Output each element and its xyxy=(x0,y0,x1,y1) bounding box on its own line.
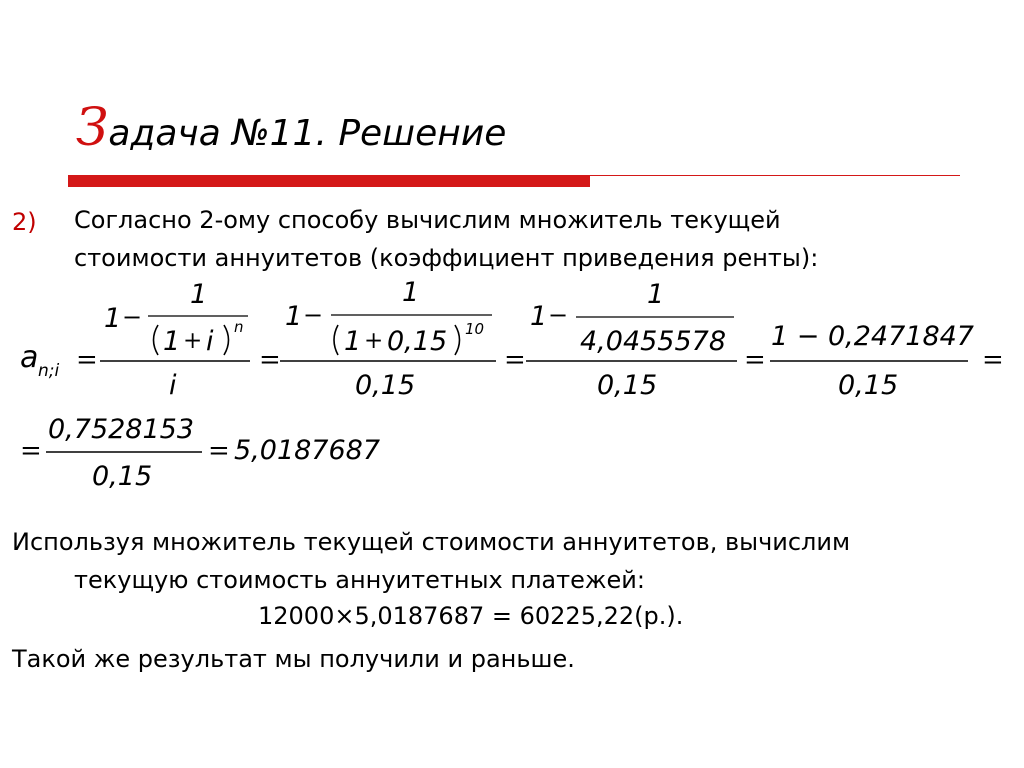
title-underline-thick xyxy=(68,175,590,187)
calculation-line: 12000×5,0187687 = 60225,22(р.). xyxy=(258,602,684,630)
annuity-factor-formula xyxy=(0,270,1024,500)
frac2-den-rate: 0,15 xyxy=(355,370,416,401)
frac3-inner-den-factor: 4,0455578 xyxy=(580,326,727,357)
paragraph-usage-line-2: текущую стоимость аннуитетных платежей: xyxy=(74,566,645,594)
lhs-symbol: a xyxy=(20,340,39,375)
paragraph-usage xyxy=(12,523,850,599)
equals-sign-6: = xyxy=(20,436,42,466)
frac4-den-rate: 0,15 xyxy=(838,370,899,401)
paragraph-intro xyxy=(74,201,818,277)
frac2-right-paren xyxy=(455,325,460,355)
frac1-den-i: i xyxy=(169,370,177,401)
frac1-left-paren xyxy=(154,325,159,355)
lhs-subscript: n;i xyxy=(38,361,60,381)
frac2-left-paren xyxy=(334,325,338,355)
paragraph-usage-line-1: Используя множитель текущей стоимости аннуитетов, вычислим xyxy=(12,528,851,556)
equals-sign-4: = xyxy=(744,345,766,375)
frac2-num-one: 1 xyxy=(285,301,303,332)
frac1-exponent-n: n xyxy=(234,318,244,336)
equals-sign-5: = xyxy=(982,345,1004,375)
frac3-den-rate: 0,15 xyxy=(597,370,658,401)
formula-result: 5,0187687 xyxy=(234,435,381,466)
frac2-inner-den-plus: + xyxy=(364,328,384,354)
equals-sign-2: = xyxy=(259,345,281,375)
frac1-inner-den-one: 1 xyxy=(163,326,181,357)
frac3-num-one: 1 xyxy=(530,301,548,332)
equals-sign-3: = xyxy=(504,345,526,375)
frac1-num-one: 1 xyxy=(104,303,122,334)
frac3-num-minus: − xyxy=(548,301,569,329)
frac2-inner-den-rate: 0,15 xyxy=(387,326,448,357)
frac5-den-rate: 0,15 xyxy=(92,461,153,492)
frac2-exponent: 10 xyxy=(465,320,485,338)
frac1-inner-den-i: i xyxy=(206,326,214,357)
frac4-numerator: 1 − 0,2471847 xyxy=(771,321,974,352)
conclusion-text: Такой же результат мы получили и раньше. xyxy=(12,645,575,673)
title-text: адача №11. Решение xyxy=(108,113,507,154)
list-marker: 2) xyxy=(12,208,37,236)
title-initial-letter: З xyxy=(76,98,109,158)
frac1-num-minus: − xyxy=(122,303,143,331)
frac1-inner-num-one: 1 xyxy=(190,279,208,310)
paragraph-intro-line-1: Согласно 2-ому способу вычислим множитель текущей xyxy=(74,206,781,234)
equals-sign-7: = xyxy=(208,436,230,466)
frac2-inner-den-one: 1 xyxy=(344,326,362,357)
frac3-inner-num-one: 1 xyxy=(647,279,665,310)
slide-title xyxy=(76,98,506,158)
frac5-numerator: 0,7528153 xyxy=(48,414,195,445)
frac2-inner-num-one: 1 xyxy=(402,277,420,308)
equals-sign-1: = xyxy=(76,345,98,375)
paragraph-intro-line-2: стоимости аннуитетов (коэффициент приведения ренты): xyxy=(74,244,819,272)
title-underline-thin xyxy=(590,175,960,176)
frac1-right-paren xyxy=(224,325,229,355)
frac2-num-minus: − xyxy=(303,301,324,329)
frac1-inner-den-plus: + xyxy=(183,328,203,354)
